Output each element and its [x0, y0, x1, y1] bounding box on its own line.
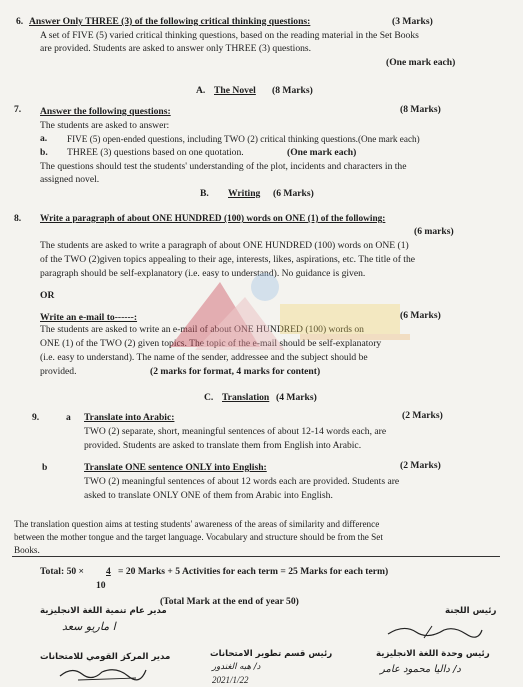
sig-bottom-mid-name: د/ هبه الغندور: [212, 662, 261, 672]
signature-top-right: [384, 620, 484, 642]
sig-bottom-left-title: مدير المركز القومي للامتحانات: [40, 652, 171, 662]
q7-title: Answer the following questions:: [40, 106, 171, 117]
q6-title: Answer Only THREE (3) of the following critical thinking questions:: [29, 16, 311, 27]
q9-a-title: Translate into Arabic:: [84, 412, 175, 423]
q9-b-marks: (2 Marks): [400, 460, 441, 471]
q8-email-marks: (6 Marks): [400, 310, 441, 321]
q7-line-3: assigned novel.: [40, 174, 100, 185]
section-b-marks: (6 Marks): [273, 188, 314, 199]
q6-line-1: A set of FIVE (5) varied critical thinking questions, based on the reading material in the Set Books: [40, 30, 419, 41]
section-b-letter: B.: [200, 188, 209, 199]
q8-title: Write a paragraph of about ONE HUNDRED (100) words on ONE (1) of the following:: [40, 214, 386, 224]
divider: [12, 556, 500, 557]
q9-b-label: b: [42, 462, 48, 473]
section-c-letter: C.: [204, 392, 214, 403]
section-a-marks: (8 Marks): [272, 85, 313, 96]
sig-bottom-right-name: د/ داليا محمود عامر: [380, 664, 461, 675]
q8-or: OR: [40, 290, 55, 301]
q7-line-2: The questions should test the students' understanding of the plot, incidents and characters in the: [40, 161, 407, 172]
q8-email-line-1: The students are asked to write an e-mail of about ONE HUNDRED (100) words on: [40, 324, 364, 335]
q6-marks: (3 Marks): [392, 16, 433, 27]
total-year: (Total Mark at the end of year 50): [160, 596, 299, 607]
q9-number: 9.: [32, 412, 40, 423]
q8-email-line-2: ONE (1) of the TWO (2) given topics. The topic of the e-mail should be self-explanatory: [40, 338, 382, 349]
section-a-title: The Novel: [214, 85, 256, 96]
q9-a-label: a: [66, 412, 71, 423]
q7-number: 7.: [14, 104, 22, 115]
q9-b-line-1: TWO (2) meaningful sentences of about 12 words each are provided. Students are: [84, 476, 400, 487]
q7-marks: (8 Marks): [400, 104, 441, 115]
q9-b-title: Translate ONE sentence ONLY into English:: [84, 462, 267, 473]
q8-line-1: The students are asked to write a paragraph of about ONE HUNDRED (100) words on ONE (1): [40, 240, 409, 251]
q9-a-line-1: TWO (2) separate, short, meaningful sentences of about 12-14 words each, are: [84, 426, 387, 437]
q7-intro: The students are asked to answer:: [40, 120, 170, 131]
sig-bottom-mid-date: 2021/1/22: [212, 675, 249, 685]
total-numerator: 4: [106, 566, 111, 577]
translation-note-line-2: between the mother tongue and the target language. Vocabulary and structure should be from the Set: [14, 532, 383, 542]
q9-b-line-2: asked to translate ONLY ONE of them from Arabic into English.: [84, 490, 333, 501]
section-c-marks: (4 Marks): [276, 392, 317, 403]
sig-top-left-title: مدير عام تنمية اللغة الانجليزية: [40, 606, 167, 616]
q8-line-3: paragraph should be self-explanatory (i.e. easy to understand). No guidance is given.: [40, 268, 366, 279]
q8-number: 8.: [14, 213, 22, 224]
q7-b-each: (One mark each): [287, 147, 357, 158]
signature-bottom-left: [58, 664, 148, 684]
translation-note-line-1: The translation question aims at testing students' awareness of the areas of similarity and difference: [14, 519, 380, 529]
sig-bottom-mid-title: رئيس قسم تطوير الامتحانات: [210, 649, 333, 659]
total-suffix: = 20 Marks + 5 Activities for each term = 25 Marks for each term): [118, 566, 389, 577]
q7-b-text: THREE (3) questions based on one quotation.: [67, 147, 244, 158]
translation-note-line-3: Books.: [14, 545, 40, 555]
section-b-title: Writing: [228, 188, 261, 199]
total-prefix: Total: 50 ×: [40, 566, 85, 577]
q7-a-text: FIVE (5) open-ended questions, including TWO (2) critical thinking questions.(One mark each): [67, 134, 420, 144]
sig-top-right-title: رئيس اللجنة: [445, 606, 497, 616]
q9-a-line-2: provided. Students are asked to translate them from English into Arabic.: [84, 440, 362, 451]
sig-top-left-name: ا ماريو سعد: [62, 620, 116, 633]
section-c-title: Translation: [222, 392, 270, 403]
q6-each: (One mark each): [386, 57, 456, 68]
sig-bottom-right-title: رئيس وحدة اللغة الانجليزية: [376, 649, 490, 659]
q8-email-line-3: (i.e. easy to understand). The name of the sender, addressee and the subject should be: [40, 352, 368, 363]
q8-email-line-4: provided.: [40, 366, 77, 377]
watermark-logo: [150, 262, 420, 382]
q6-number: 6.: [16, 16, 24, 27]
q8-email-note: (2 marks for format, 4 marks for content): [150, 366, 321, 377]
q7-a-label: a.: [40, 133, 48, 144]
q8-email-title: Write an e-mail to------:: [40, 312, 138, 323]
section-a-letter: A.: [196, 85, 206, 96]
q8-marks: (6 marks): [414, 226, 454, 237]
q7-b-label: b.: [40, 147, 48, 158]
q9-a-marks: (2 Marks): [402, 410, 443, 421]
q8-line-2: of the TWO (2)given topics appealing to their age, interests, likes, aspirations, etc. The title of the: [40, 254, 416, 265]
total-denominator: 10: [96, 580, 106, 591]
q6-line-2: are provided. Students are asked to answer only THREE (3) questions.: [40, 43, 312, 54]
